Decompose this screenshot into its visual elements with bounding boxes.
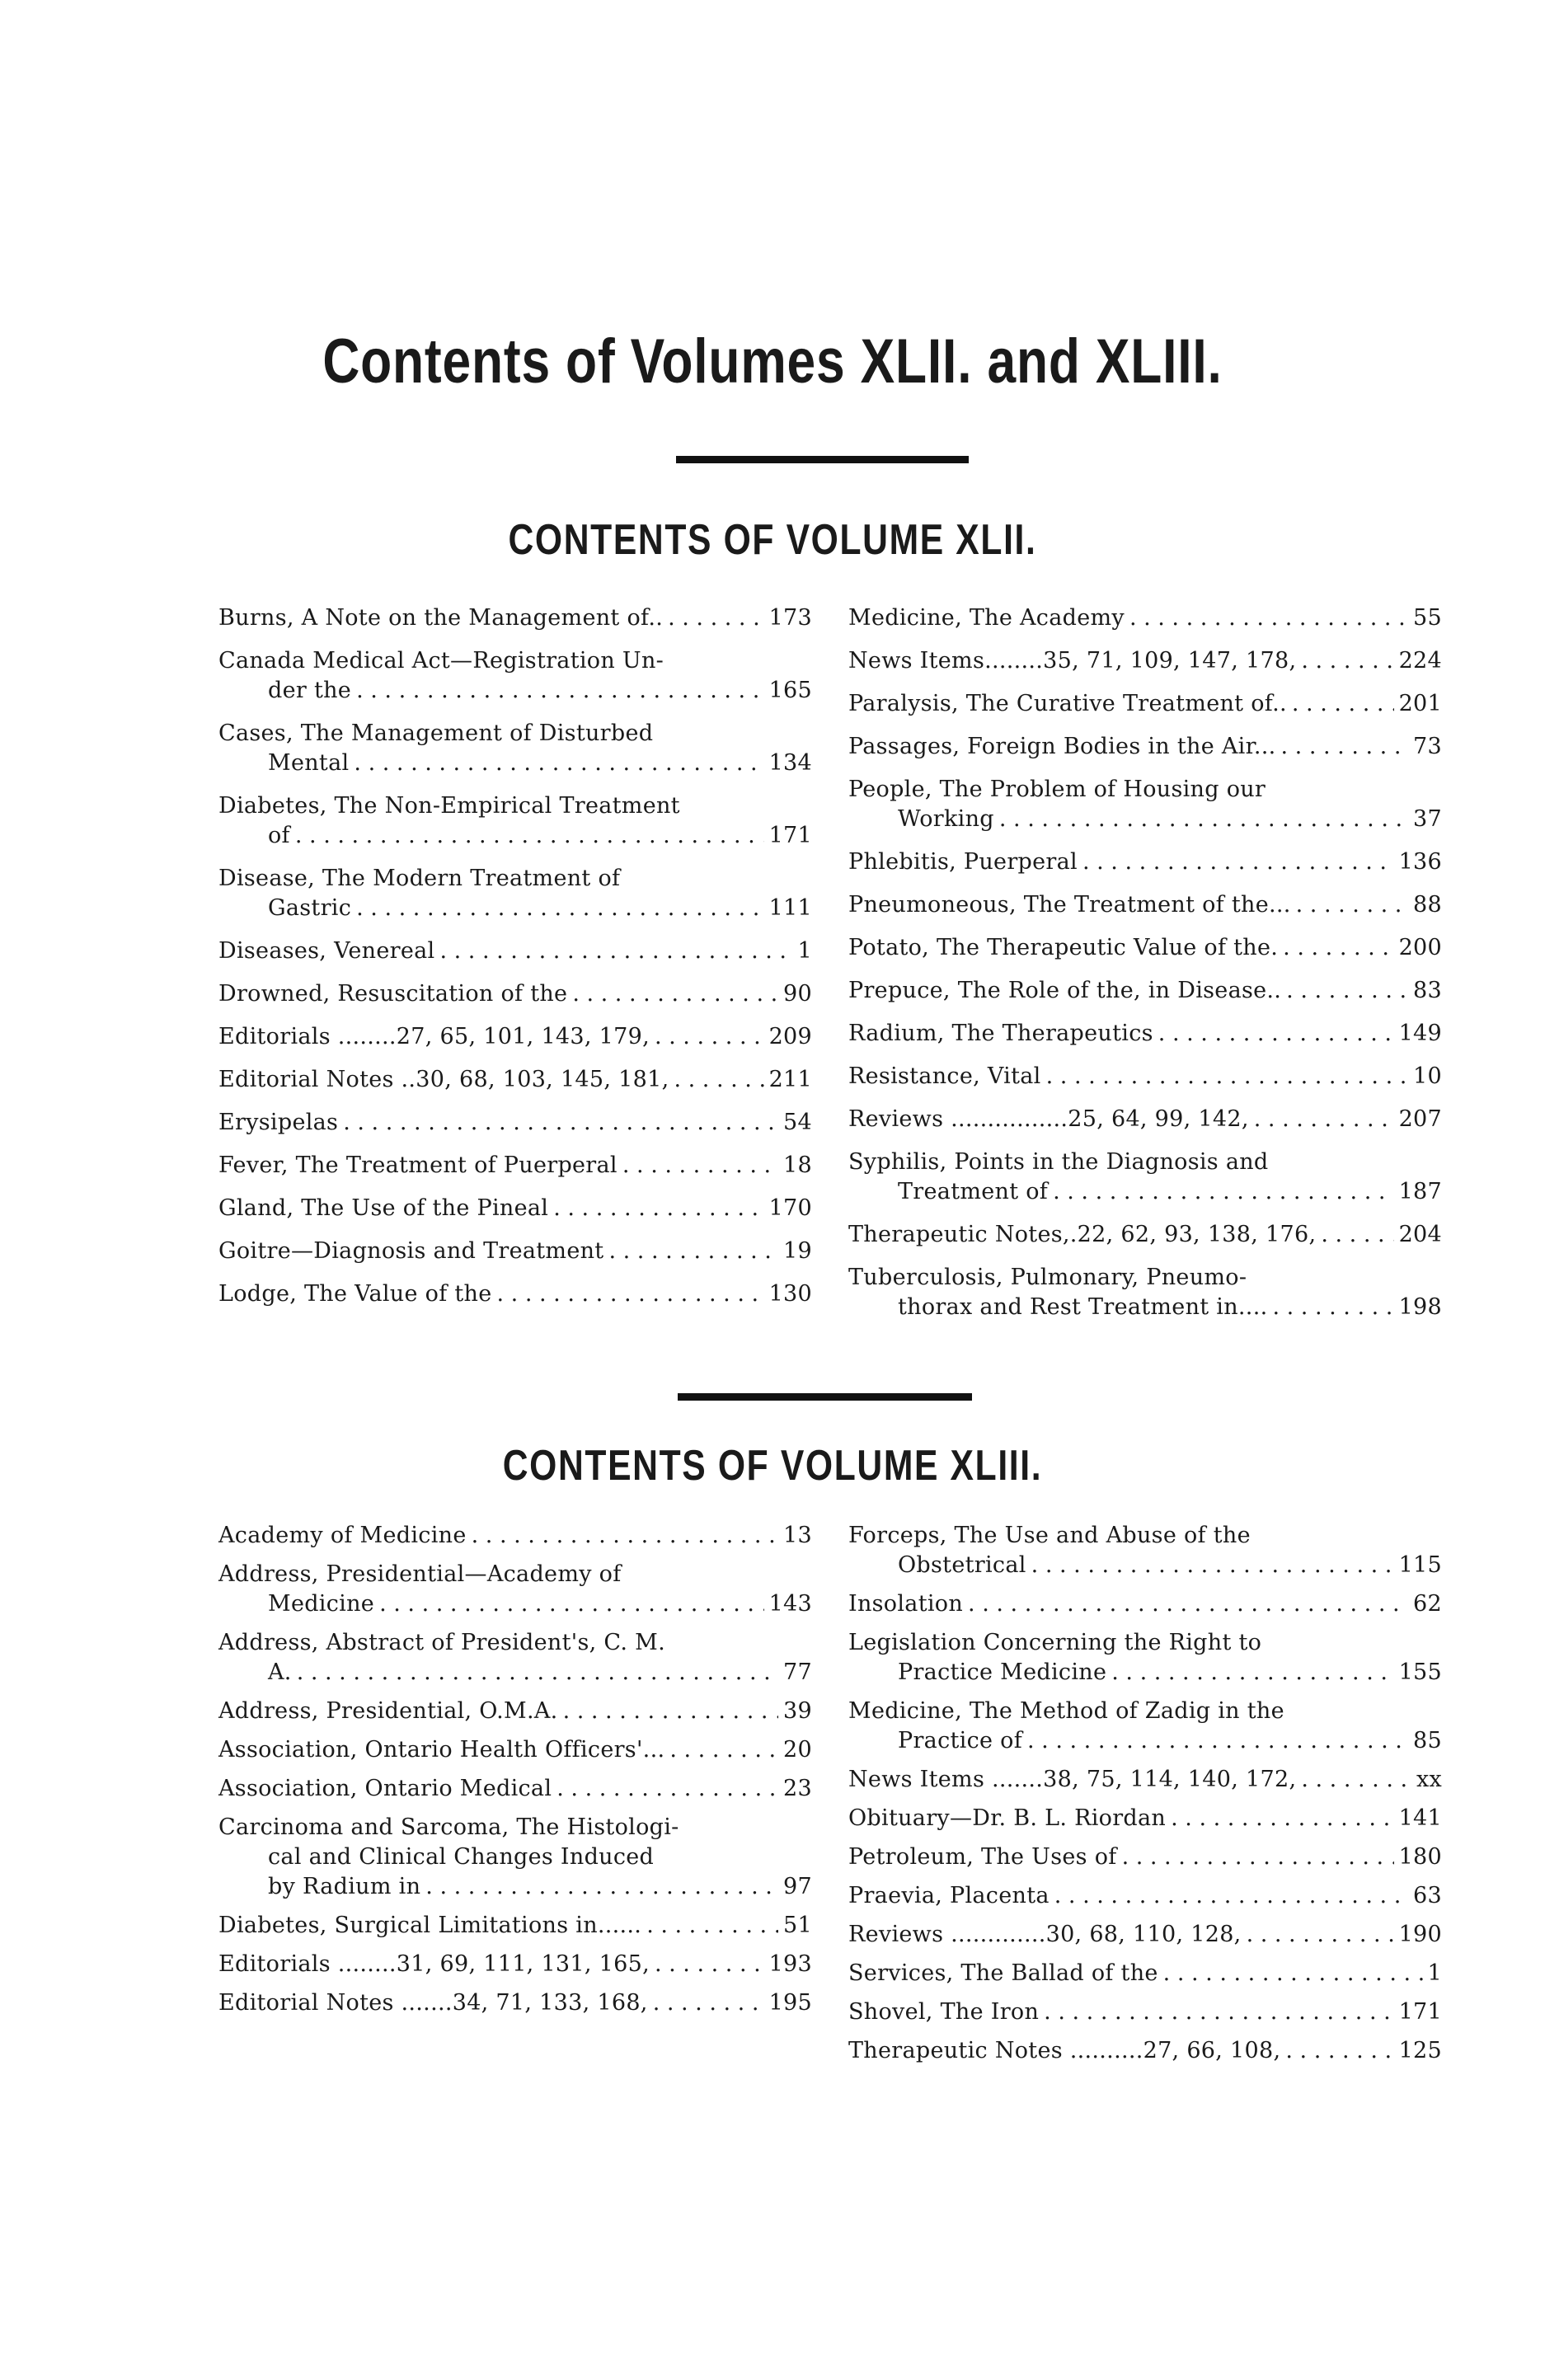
page-number: 90	[783, 981, 812, 1007]
index-entry	[218, 979, 812, 1009]
index-entry-line	[848, 1959, 1442, 1988]
index-entry-text: Tuberculosis, Pulmonary, Pneumo-	[848, 1265, 1247, 1290]
index-entry	[218, 1560, 812, 1619]
page-number: 143	[768, 1591, 812, 1617]
page-number: 207	[1398, 1106, 1442, 1132]
index-entry-line	[848, 933, 1442, 963]
dot-leader	[646, 1911, 778, 1941]
index-entry-text: Gland, The Use of the Pineal	[218, 1195, 549, 1221]
index-entry-text: Mental	[268, 750, 350, 776]
index-entry-line	[848, 1881, 1442, 1911]
dot-leader	[1053, 1177, 1393, 1207]
index-entry-text: Drowned, Resuscitation of the	[218, 981, 568, 1007]
index-entry-text: Erysipelas	[218, 1110, 339, 1135]
page-number: 180	[1398, 1844, 1442, 1870]
index-entry-line	[848, 1997, 1442, 2027]
dot-leader	[439, 937, 792, 966]
page-number: 224	[1398, 648, 1442, 674]
index-entry-line	[848, 976, 1442, 1006]
index-entry-text: Burns, A Note on the Management of..	[218, 605, 664, 631]
index-entry-line	[218, 1658, 812, 1688]
index-entry-line	[218, 937, 812, 966]
index-entry-line	[848, 1293, 1442, 1322]
page-number: 173	[768, 605, 812, 631]
index-entry-text: Practice of	[898, 1728, 1023, 1753]
index-entry	[848, 689, 1442, 719]
page-number: 209	[768, 1024, 812, 1049]
index-entry-text: Editorial Notes .......34, 71, 133, 168,	[218, 1990, 648, 2016]
index-entry-text: Radium, The Therapeutics	[848, 1021, 1153, 1046]
index-entry	[848, 1843, 1442, 1872]
index-entry-text: Resistance, Vital	[848, 1063, 1041, 1089]
index-entry-line	[848, 805, 1442, 834]
index-entry-text: Pneumoneous, The Treatment of the...	[848, 892, 1291, 918]
index-entry	[848, 1959, 1442, 1988]
dot-leader	[1254, 1105, 1394, 1134]
index-entry-text: Therapeutic Notes ..........27, 66, 108,	[848, 2038, 1281, 2063]
index-entry	[218, 791, 812, 851]
page-number: 1	[1427, 1960, 1442, 1986]
dot-leader	[1044, 1997, 1393, 2027]
index-entry	[848, 1105, 1442, 1134]
title-divider	[676, 456, 969, 463]
index-entry-text: Academy of Medicine	[218, 1523, 467, 1548]
index-entry-text: Medicine, The Academy	[848, 605, 1125, 631]
index-entry-line	[218, 1194, 812, 1223]
index-entry-line	[218, 1237, 812, 1266]
index-entry-line	[218, 1279, 812, 1309]
index-entry-text: Reviews .............30, 68, 110, 128,	[848, 1922, 1242, 1947]
dot-leader	[1281, 732, 1409, 762]
dot-leader	[1247, 1920, 1394, 1950]
dot-leader	[655, 1950, 764, 1979]
dot-leader	[1321, 1220, 1393, 1250]
index-entry-line	[218, 1872, 812, 1902]
index-entry	[848, 847, 1442, 877]
dot-leader	[655, 1022, 764, 1052]
page-number: 170	[768, 1195, 812, 1221]
index-entry-text: Reviews ................25, 64, 99, 142,	[848, 1106, 1249, 1132]
index-entry-text: Practice Medicine	[898, 1659, 1107, 1685]
index-entry	[848, 1628, 1442, 1688]
index-entry	[848, 2036, 1442, 2066]
index-entry-line	[848, 1177, 1442, 1207]
index-entry-text: News Items........35, 71, 109, 147, 178,	[848, 648, 1297, 674]
index-entry	[848, 1697, 1442, 1756]
index-entry-text: Forceps, The Use and Abuse of the	[848, 1523, 1251, 1548]
index-entry	[218, 1911, 812, 1941]
index-entry-text: Gastric	[268, 895, 352, 921]
index-entry	[848, 1521, 1442, 1580]
index-entry-line	[218, 1151, 812, 1181]
index-entry	[848, 1881, 1442, 1911]
page-number: 204	[1398, 1222, 1442, 1247]
index-entry-text: Working	[898, 806, 994, 832]
index-entry-line	[848, 1062, 1442, 1091]
dot-leader	[1122, 1843, 1394, 1872]
page-number: 18	[783, 1152, 812, 1178]
page-number: 1	[797, 938, 812, 964]
index-entry	[218, 1950, 812, 1979]
index-entry-text: Address, Presidential—Academy of	[218, 1561, 622, 1587]
dot-leader	[379, 1589, 763, 1619]
index-entry-line	[218, 1065, 812, 1095]
index-entry	[218, 1521, 812, 1551]
dot-leader	[669, 1735, 778, 1765]
dot-leader	[1054, 1881, 1408, 1911]
index-entry-text: Paralysis, The Curative Treatment of..	[848, 691, 1287, 716]
index-entry-line	[218, 1108, 812, 1138]
page-number: 63	[1413, 1883, 1442, 1908]
index-entry-line	[218, 1988, 812, 2018]
dot-leader	[999, 805, 1408, 834]
index-entry-line	[848, 1220, 1442, 1250]
page-number: 195	[768, 1990, 812, 2016]
index-entry-text: Diseases, Venereal	[218, 938, 435, 964]
index-entry	[218, 1813, 812, 1902]
index-entry-line	[848, 1765, 1442, 1795]
dot-leader	[295, 821, 764, 851]
index-entry-text: Praevia, Placenta	[848, 1883, 1050, 1908]
volume-42-left-column	[218, 603, 812, 1322]
index-entry-text: Syphilis, Points in the Diagnosis and	[848, 1149, 1269, 1175]
index-entry	[218, 1697, 812, 1726]
index-entry-line	[218, 749, 812, 778]
index-entry	[848, 603, 1442, 633]
index-entry-text: Passages, Foreign Bodies in the Air...	[848, 734, 1276, 759]
index-entry-text: News Items .......38, 75, 114, 140, 172,	[848, 1767, 1297, 1792]
index-entry	[218, 1774, 812, 1804]
index-entry-line	[218, 1022, 812, 1052]
page-number: 200	[1398, 935, 1442, 960]
dot-leader	[1296, 890, 1408, 920]
page-number: 37	[1413, 806, 1442, 832]
page-number: 155	[1398, 1659, 1442, 1685]
index-entry-text: by Radium in	[268, 1874, 421, 1899]
index-entry-text: Therapeutic Notes,.22, 62, 93, 138, 176,	[848, 1222, 1317, 1247]
page-number: 23	[783, 1776, 812, 1801]
dot-leader	[622, 1151, 778, 1181]
index-entry	[848, 775, 1442, 834]
index-entry-line	[218, 894, 812, 923]
dot-leader	[608, 1237, 778, 1266]
dot-leader	[563, 1697, 778, 1726]
index-entry-line	[218, 603, 812, 633]
index-entry	[218, 1108, 812, 1138]
index-entry-line	[218, 1521, 812, 1551]
volume-43-left-column	[218, 1521, 812, 2027]
page-number: xx	[1416, 1767, 1442, 1792]
page-number: 10	[1413, 1063, 1442, 1089]
page-number: 73	[1413, 734, 1442, 759]
index-entry-text: Disease, The Modern Treatment of	[218, 866, 621, 891]
index-entry-text: Cases, The Management of Disturbed	[218, 721, 654, 746]
volume-divider	[678, 1393, 972, 1401]
index-entry-line	[218, 1774, 812, 1804]
index-entry-text: Canada Medical Act—Registration Un-	[218, 648, 664, 674]
dot-leader	[1129, 603, 1408, 633]
index-entry-text: Shovel, The Iron	[848, 1999, 1040, 2025]
volume-42-right-column	[848, 603, 1442, 1336]
index-entry-line	[848, 646, 1442, 676]
index-entry	[218, 1022, 812, 1052]
index-entry-line	[218, 676, 812, 706]
index-entry-text: Obstetrical	[898, 1552, 1026, 1578]
index-entry-line	[848, 1804, 1442, 1833]
page-number: 125	[1398, 2038, 1442, 2063]
index-entry	[848, 1263, 1442, 1322]
dot-leader	[1301, 1765, 1411, 1795]
dot-leader	[674, 1065, 763, 1095]
dot-leader	[425, 1872, 778, 1902]
index-entry-text: Address, Presidential, O.M.A.	[218, 1698, 558, 1724]
index-entry-text: Medicine	[268, 1591, 375, 1617]
page-number: 136	[1398, 849, 1442, 875]
volume-43-heading: CONTENTS OF VOLUME XLIII.	[502, 1442, 1043, 1490]
index-entry	[218, 1151, 812, 1181]
index-entry-text: Diabetes, Surgical Limitations in......	[218, 1913, 642, 1938]
index-entry	[218, 719, 812, 778]
page-number: 83	[1413, 978, 1442, 1003]
index-entry-line	[848, 689, 1442, 719]
page-number: 88	[1413, 892, 1442, 918]
page-number: 198	[1398, 1294, 1442, 1320]
index-entry	[218, 1065, 812, 1095]
dot-leader	[1292, 689, 1394, 719]
dot-leader	[653, 1988, 764, 2018]
page-number: 85	[1413, 1728, 1442, 1753]
dot-leader	[1027, 1726, 1408, 1756]
index-entry	[848, 976, 1442, 1006]
index-entry	[848, 1997, 1442, 2027]
dot-leader	[1158, 1019, 1394, 1049]
index-entry-line	[848, 1019, 1442, 1049]
index-entry-text: Diabetes, The Non-Empirical Treatment	[218, 793, 680, 819]
dot-leader	[497, 1279, 764, 1309]
page-number: 62	[1413, 1591, 1442, 1617]
index-entry-text: of	[268, 823, 290, 848]
index-entry-text: Services, The Ballad of the	[848, 1960, 1158, 1986]
index-entry-line	[848, 1726, 1442, 1756]
dot-leader	[1046, 1062, 1408, 1091]
index-entry-text: Editorials ........27, 65, 101, 143, 179,	[218, 1024, 650, 1049]
index-entry-line	[848, 1105, 1442, 1134]
index-entry-text: Insolation	[848, 1591, 964, 1617]
index-entry	[218, 937, 812, 966]
index-entry-line	[848, 847, 1442, 877]
index-entry-text: Obituary—Dr. B. L. Riordan	[848, 1805, 1167, 1831]
page-number: 97	[783, 1874, 812, 1899]
index-entry	[848, 890, 1442, 920]
dot-leader	[1283, 933, 1393, 963]
index-entry	[848, 933, 1442, 963]
index-entry-line	[848, 1658, 1442, 1688]
index-entry-text: Lodge, The Value of the	[218, 1281, 492, 1307]
index-entry-line	[218, 1735, 812, 1765]
dot-leader	[472, 1521, 778, 1551]
dot-leader	[968, 1589, 1408, 1619]
index-entry-text: People, The Problem of Housing our	[848, 777, 1266, 802]
index-entry-text: Goitre—Diagnosis and Treatment	[218, 1238, 604, 1264]
index-entry	[218, 603, 812, 633]
index-entry-text: cal and Clinical Changes Induced	[268, 1844, 655, 1870]
index-entry	[218, 1628, 812, 1688]
page-number: 201	[1398, 691, 1442, 716]
index-entry-line	[218, 1911, 812, 1941]
index-entry	[848, 1062, 1442, 1091]
page-number: 171	[768, 823, 812, 848]
dot-leader	[1272, 1293, 1393, 1322]
index-entry-line	[848, 1843, 1442, 1872]
page-number: 171	[1398, 1999, 1442, 2025]
page-number: 134	[768, 750, 812, 776]
index-entry-text: thorax and Rest Treatment in....	[898, 1294, 1268, 1320]
index-entry-text: Potato, The Therapeutic Value of the.	[848, 935, 1279, 960]
dot-leader	[356, 676, 763, 706]
index-entry-text: Editorial Notes ..30, 68, 103, 145, 181,	[218, 1067, 669, 1092]
index-entry	[848, 646, 1442, 676]
index-entry	[218, 1279, 812, 1309]
index-entry-line	[218, 1589, 812, 1619]
page-number: 39	[783, 1698, 812, 1724]
page-number: 187	[1398, 1179, 1442, 1204]
index-entry-line	[848, 1589, 1442, 1619]
volume-43-right-column	[848, 1521, 1442, 2075]
dot-leader	[553, 1194, 763, 1223]
index-entry	[218, 1735, 812, 1765]
page-number: 20	[783, 1737, 812, 1763]
index-entry	[848, 1804, 1442, 1833]
index-entry-text: Association, Ontario Health Officers'...	[218, 1737, 665, 1763]
index-entry-text: Editorials ........31, 69, 111, 131, 165,	[218, 1951, 650, 1977]
index-entry-line	[848, 1920, 1442, 1950]
index-entry-text: Phlebitis, Puerperal	[848, 849, 1078, 875]
dot-leader	[1285, 2036, 1393, 2066]
index-entry	[848, 1148, 1442, 1207]
dot-leader	[1171, 1804, 1393, 1833]
page-number: 130	[768, 1281, 812, 1307]
index-entry	[848, 1765, 1442, 1795]
volume-42-heading: CONTENTS OF VOLUME XLII.	[508, 516, 1037, 564]
page-number: 190	[1398, 1922, 1442, 1947]
dot-leader	[356, 894, 763, 923]
page-number: 19	[783, 1238, 812, 1264]
index-entry-line	[848, 1551, 1442, 1580]
dot-leader	[354, 749, 763, 778]
index-entry-line	[218, 979, 812, 1009]
index-entry-line	[848, 890, 1442, 920]
index-entry	[848, 1920, 1442, 1950]
index-entry-line	[848, 603, 1442, 633]
page-number: 54	[783, 1110, 812, 1135]
index-entry-text: Prepuce, The Role of the, in Disease..	[848, 978, 1282, 1003]
index-entry-line	[848, 732, 1442, 762]
index-entry	[218, 1988, 812, 2018]
dot-leader	[572, 979, 778, 1009]
dot-leader	[1163, 1959, 1423, 1988]
dot-leader	[556, 1774, 778, 1804]
index-entry-text: der the	[268, 678, 352, 703]
index-entry-text: Legislation Concerning the Right to	[848, 1630, 1262, 1655]
index-entry-text: Association, Ontario Medical	[218, 1776, 552, 1801]
index-entry	[848, 1220, 1442, 1250]
index-entry	[848, 1589, 1442, 1619]
page-number: 141	[1398, 1805, 1442, 1831]
page-number: 111	[768, 895, 812, 921]
page-number: 77	[783, 1659, 812, 1685]
index-entry	[218, 1194, 812, 1223]
page-number: 115	[1398, 1552, 1442, 1578]
page-number: 51	[783, 1913, 812, 1938]
index-entry-text: Address, Abstract of President's, C. M.	[218, 1630, 665, 1655]
index-entry	[848, 732, 1442, 762]
index-entry-text: Medicine, The Method of Zadig in the	[848, 1698, 1284, 1724]
dot-leader	[343, 1108, 778, 1138]
page-title: Contents of Volumes XLII. and XLIII.	[322, 326, 1223, 397]
dot-leader	[1082, 847, 1394, 877]
index-entry-text: Carcinoma and Sarcoma, The Histologi-	[218, 1814, 679, 1840]
index-entry-line	[848, 2036, 1442, 2066]
index-entry	[218, 646, 812, 706]
page-number: 193	[768, 1951, 812, 1977]
page-number: 211	[768, 1067, 812, 1092]
index-entry	[218, 864, 812, 923]
page-number: 149	[1398, 1021, 1442, 1046]
index-entry-line	[218, 1950, 812, 1979]
index-entry-line	[218, 1697, 812, 1726]
page-number: 13	[783, 1523, 812, 1548]
index-entry-text: Petroleum, The Uses of	[848, 1844, 1117, 1870]
dot-leader	[1111, 1658, 1393, 1688]
index-entry	[848, 1019, 1442, 1049]
index-entry-line	[218, 821, 812, 851]
dot-leader	[297, 1658, 778, 1688]
page-number: 165	[768, 678, 812, 703]
dot-leader	[1301, 646, 1393, 676]
dot-leader	[668, 603, 763, 633]
dot-leader	[1286, 976, 1408, 1006]
page-number: 55	[1413, 605, 1442, 631]
dot-leader	[1031, 1551, 1394, 1580]
index-entry	[218, 1237, 812, 1266]
index-entry-text: Fever, The Treatment of Puerperal	[218, 1152, 618, 1178]
index-entry-text: Treatment of	[898, 1179, 1049, 1204]
index-entry-text: A.	[268, 1659, 292, 1685]
